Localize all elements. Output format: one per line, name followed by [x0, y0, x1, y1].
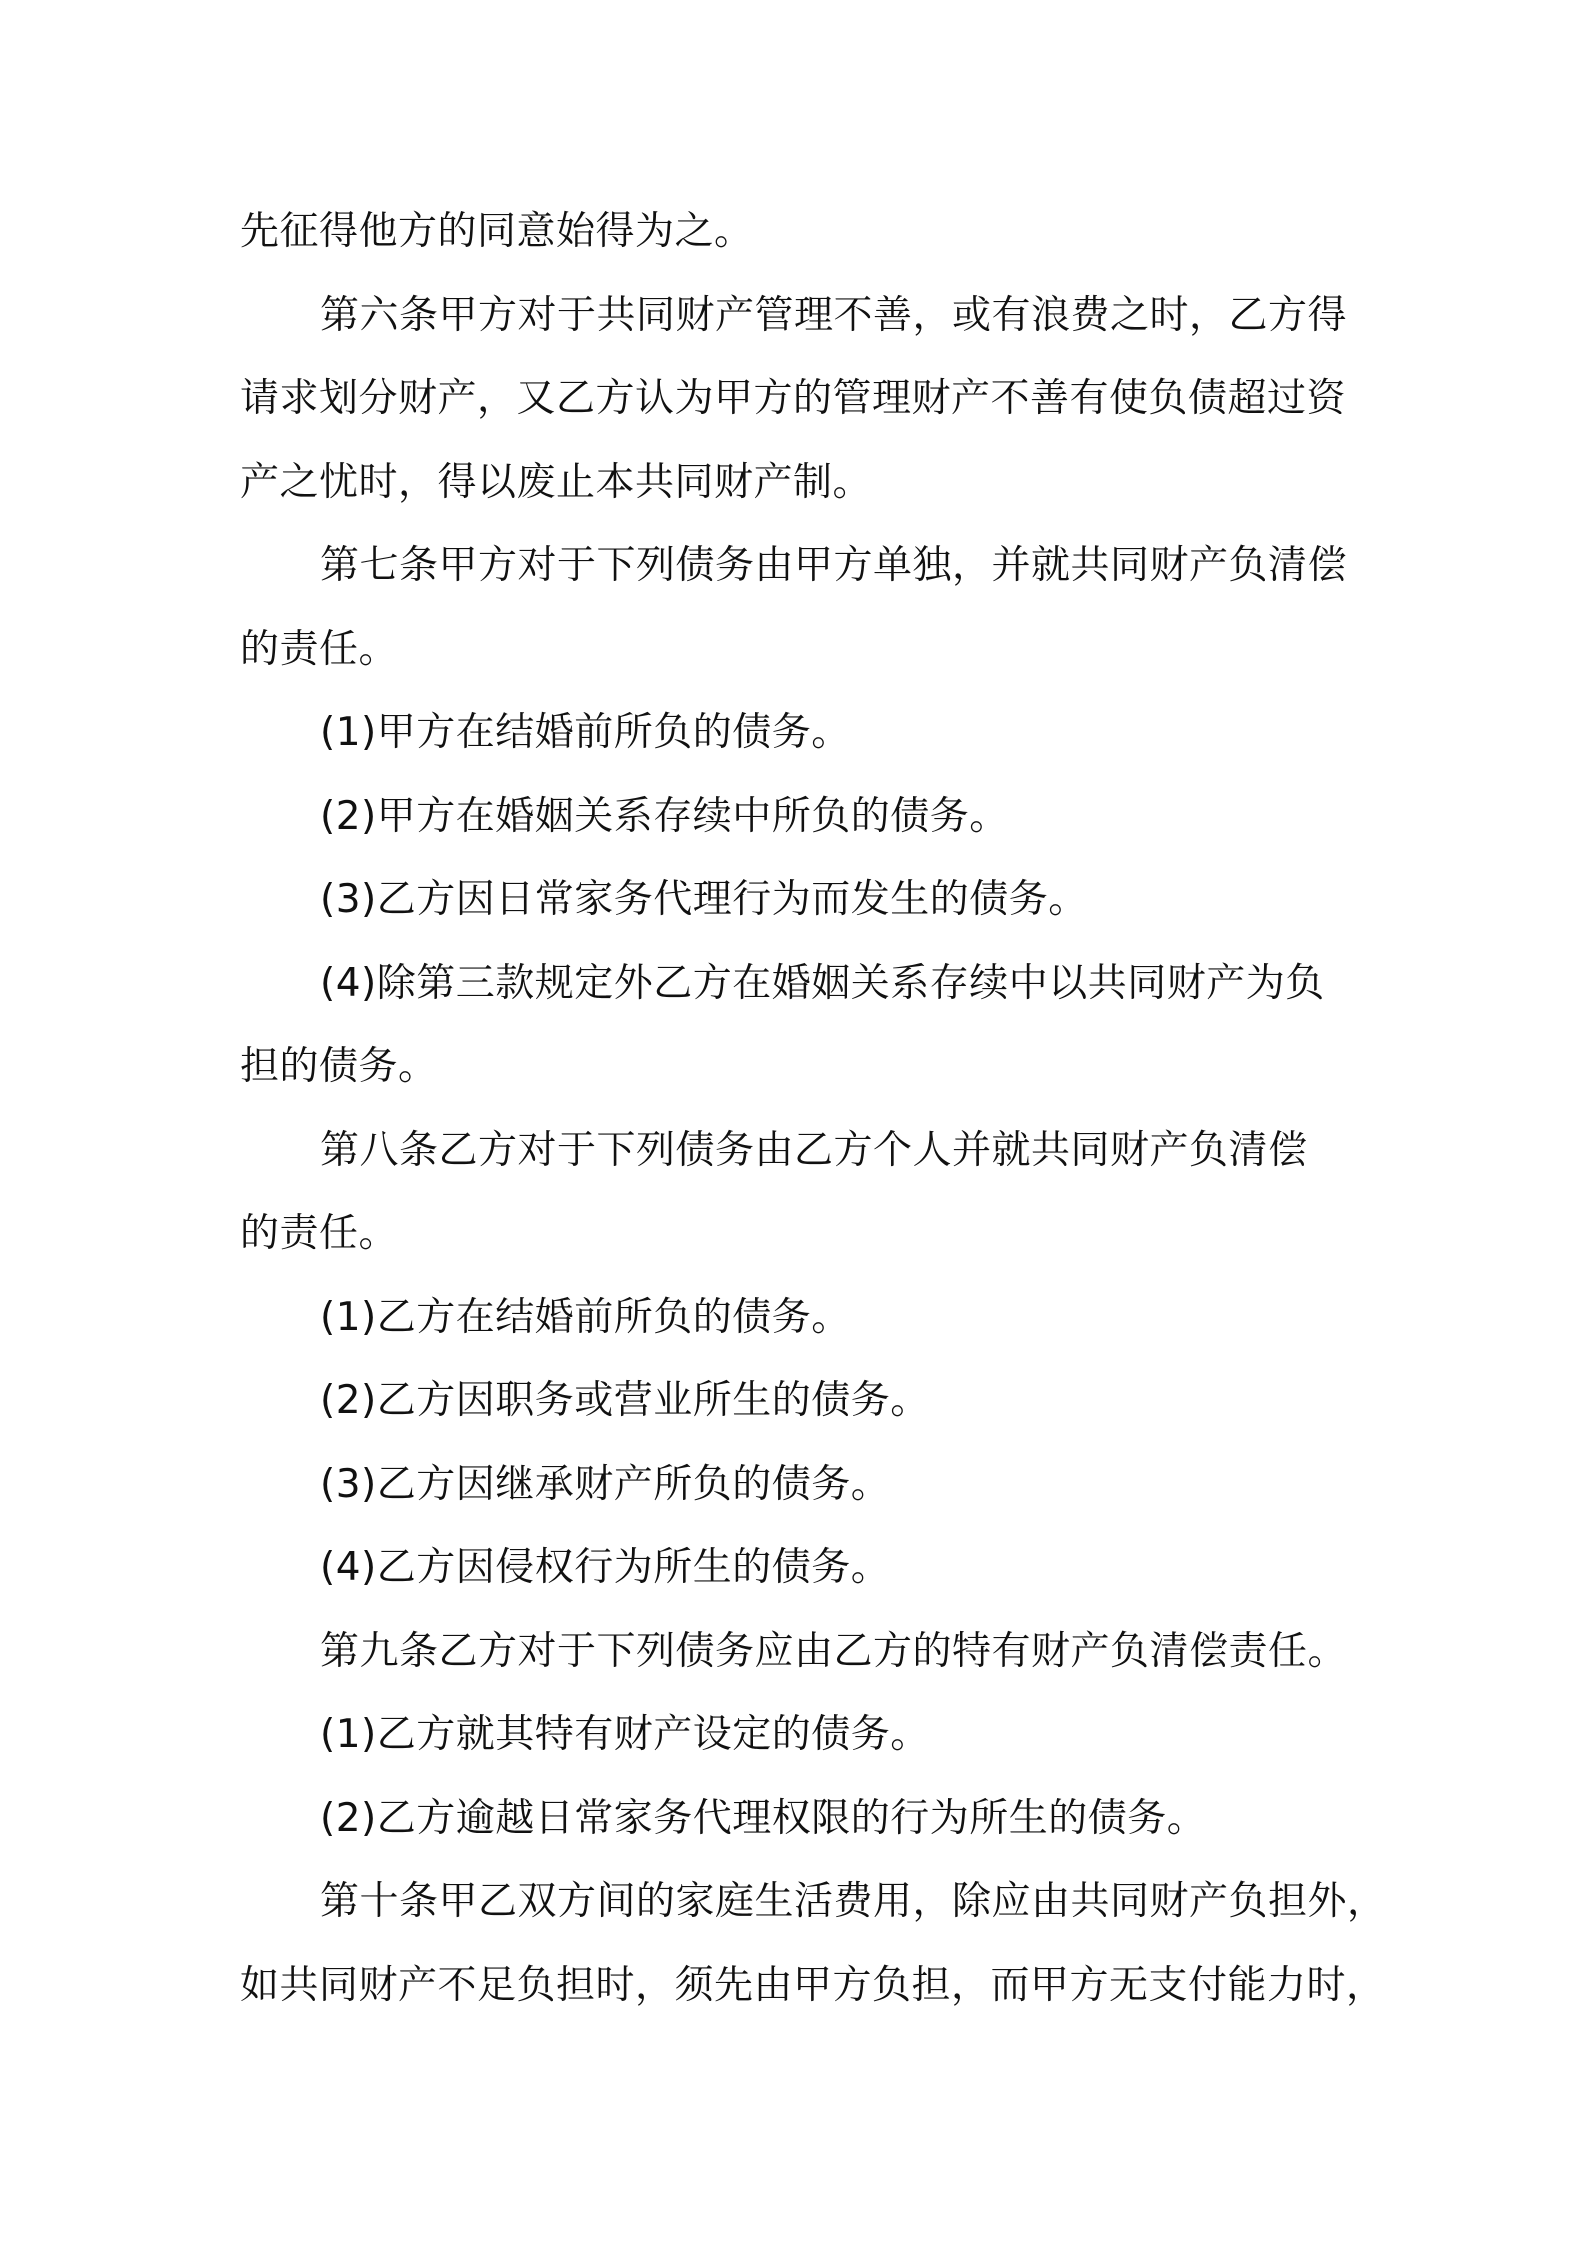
text-line-16: (3)乙方因继承财产所负的债务。: [320, 1461, 891, 1507]
text-line-10: (4)除第三款规定外乙方在婚姻关系存续中以共同财产为负: [320, 960, 1325, 1006]
text-line-18: 第九条乙方对于下列债务应由乙方的特有财产负清偿责任。: [320, 1628, 1348, 1674]
text-line-5: 第七条甲方对于下列债务由甲方单独，并就共同财产负清偿: [320, 543, 1348, 588]
text-line-7: (1)甲方在结婚前所负的债务。: [320, 710, 851, 755]
text-line-11: 担的债务。: [240, 1044, 438, 1089]
text-line-21: 第十条甲乙双方间的家庭生活费用，除应由共同财产负担外，: [320, 1879, 1387, 1924]
text-line-2: 第六条甲方对于共同财产管理不善，或有浪费之时，乙方得: [320, 292, 1348, 338]
text-line-1: 先征得他方的同意始得为之。: [240, 209, 754, 254]
text-line-20: (2)乙方逾越日常家务代理权限的行为所生的债务。: [320, 1795, 1207, 1841]
document-body: [240, 190, 1387, 2027]
text-line-15: (2)乙方因职务或营业所生的债务。: [320, 1378, 930, 1423]
text-line-19: (1)乙方就其特有财产设定的债务。: [320, 1712, 930, 1757]
text-line-6: 的责任。: [240, 626, 399, 672]
text-line-17: (4)乙方因侵权行为所生的债务。: [320, 1545, 891, 1590]
text-line-8: (2)甲方在婚姻关系存续中所负的债务。: [320, 793, 1009, 839]
text-line-13: 的责任。: [240, 1211, 399, 1256]
text-line-3: 请求划分财产，又乙方认为甲方的管理财产不善有使负债超过资: [240, 376, 1347, 421]
text-line-4: 产之忧时，得以废止本共同财产制。: [240, 459, 873, 505]
text-line-22: 如共同财产不足负担时，须先由甲方负担，而甲方无支付能力时，: [240, 1962, 1386, 2008]
text-line-14: (1)乙方在结婚前所负的债务。: [320, 1294, 851, 1340]
text-line-9: (3)乙方因日常家务代理行为而发生的债务。: [320, 877, 1088, 922]
text-line-12: 第八条乙方对于下列债务由乙方个人并就共同财产负清偿: [320, 1127, 1308, 1173]
